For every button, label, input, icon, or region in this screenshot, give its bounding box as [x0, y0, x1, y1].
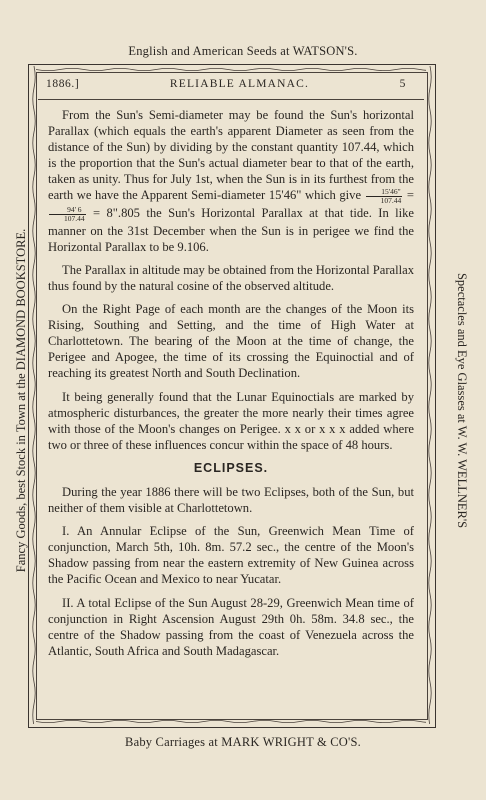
parallax-text-start: From the Sun's Semi-diameter may be found the Sun's horizontal Parallax (which equals the earth's apparent Diameter as seen from the distance of the Sun) by dividing by the constant quantity 107.44, which is the proportion that the Sun's actual diameter bear to that of the earth, taken as unity. Thus for July 1st, when the Sun is in its furthest from the earth we have the Apparent Semi-diameter 15'46" which give [48, 108, 414, 203]
header-year: 1886.] [46, 78, 80, 90]
altitude-parallax-paragraph: The Parallax in altitude may be obtained from the Horizontal Parallax thus found by the natural cosine of the observed altitude. [48, 262, 414, 293]
fraction-denominator: 107.44 [380, 196, 402, 206]
eclipses-heading: ECLIPSES. [193, 460, 269, 475]
top-advertisement: English and American Seeds at WATSON'S. [128, 44, 358, 58]
header-rule [38, 99, 424, 100]
bottom-advertisement: Baby Carriages at MARK WRIGHT & CO'S. [125, 735, 361, 749]
left-wavy-rule [30, 66, 38, 724]
moon-changes-paragraph: On the Right Page of each month are the changes of the Moon its Rising, Southing and Setting, and the time of High Water at Charlottetown. The bearing of the Moon at the time of change, the Perigee and Apogee, the time of its crossing the Equinoctial and of reaching its greatest North and South Declination. [48, 302, 414, 381]
eclipse-item-2: II. A total Eclipse of the Sun August 28-29, Greenwich Mean time of conjunction in Right Ascension August 29th 0h. 58m. 34.8 sec., the centre of the Shadow passing from the coast of Venezuela across the Atlantic, South Africa and South Madagascar. [48, 595, 414, 658]
right-advertisement: Spectacles and Eye Glasses at W. W. WELLNER'S [455, 272, 470, 528]
left-advertisement: Fancy Goods, best Stock in Town at the DIAMOND BOOKSTORE. [14, 228, 29, 572]
fraction-numerator: 94' 6 [49, 206, 86, 215]
fraction-seconds [49, 206, 86, 223]
bottom-wavy-rule [36, 718, 426, 725]
parallax-paragraph [48, 107, 414, 255]
right-advertisement-strip [452, 100, 472, 700]
running-header [46, 78, 406, 90]
right-wavy-rule [426, 66, 434, 724]
top-wavy-rule [36, 66, 426, 73]
header-title: RELIABLE ALMANAC. [169, 78, 310, 90]
lunar-equinoctials-paragraph: It being generally found that the Lunar Equinoctials are marked by atmospheric disturbances, the greater the more nearly their times agree with those of the Moon's changes on Perigee. x x or x x x added where two or three of these influences concur within the space of 48 hours. [48, 389, 414, 452]
eclipse-item-1: I. An Annular Eclipse of the Sun, Greenwich Mean Time of conjunction, March 5th, 10h. 8m. 57.2 sec., the centre of the Moon's Shadow passing from near the eastern extremity of New Guinea across the Pacific Ocean and Mexico to near Yucatar. [48, 524, 414, 587]
page-body [48, 107, 414, 666]
page-number: 5 [399, 78, 406, 90]
fraction-numerator: 15'46" [366, 188, 403, 197]
fraction-semi-diameter [366, 188, 403, 205]
parallax-text-end: = 8".805 the Sun's Horizontal Parallax at that tide. In like manner on the 31st December when the Sun is in perigee we find the Horizontal Parallax to be 9.106. [48, 206, 415, 254]
equals-sign: = [406, 188, 414, 203]
fraction-denominator: 107.44 [64, 213, 85, 223]
eclipses-intro: During the year 1886 there will be two Eclipses, both of the Sun, but neither of them visible at Charlottetown. [48, 485, 414, 516]
